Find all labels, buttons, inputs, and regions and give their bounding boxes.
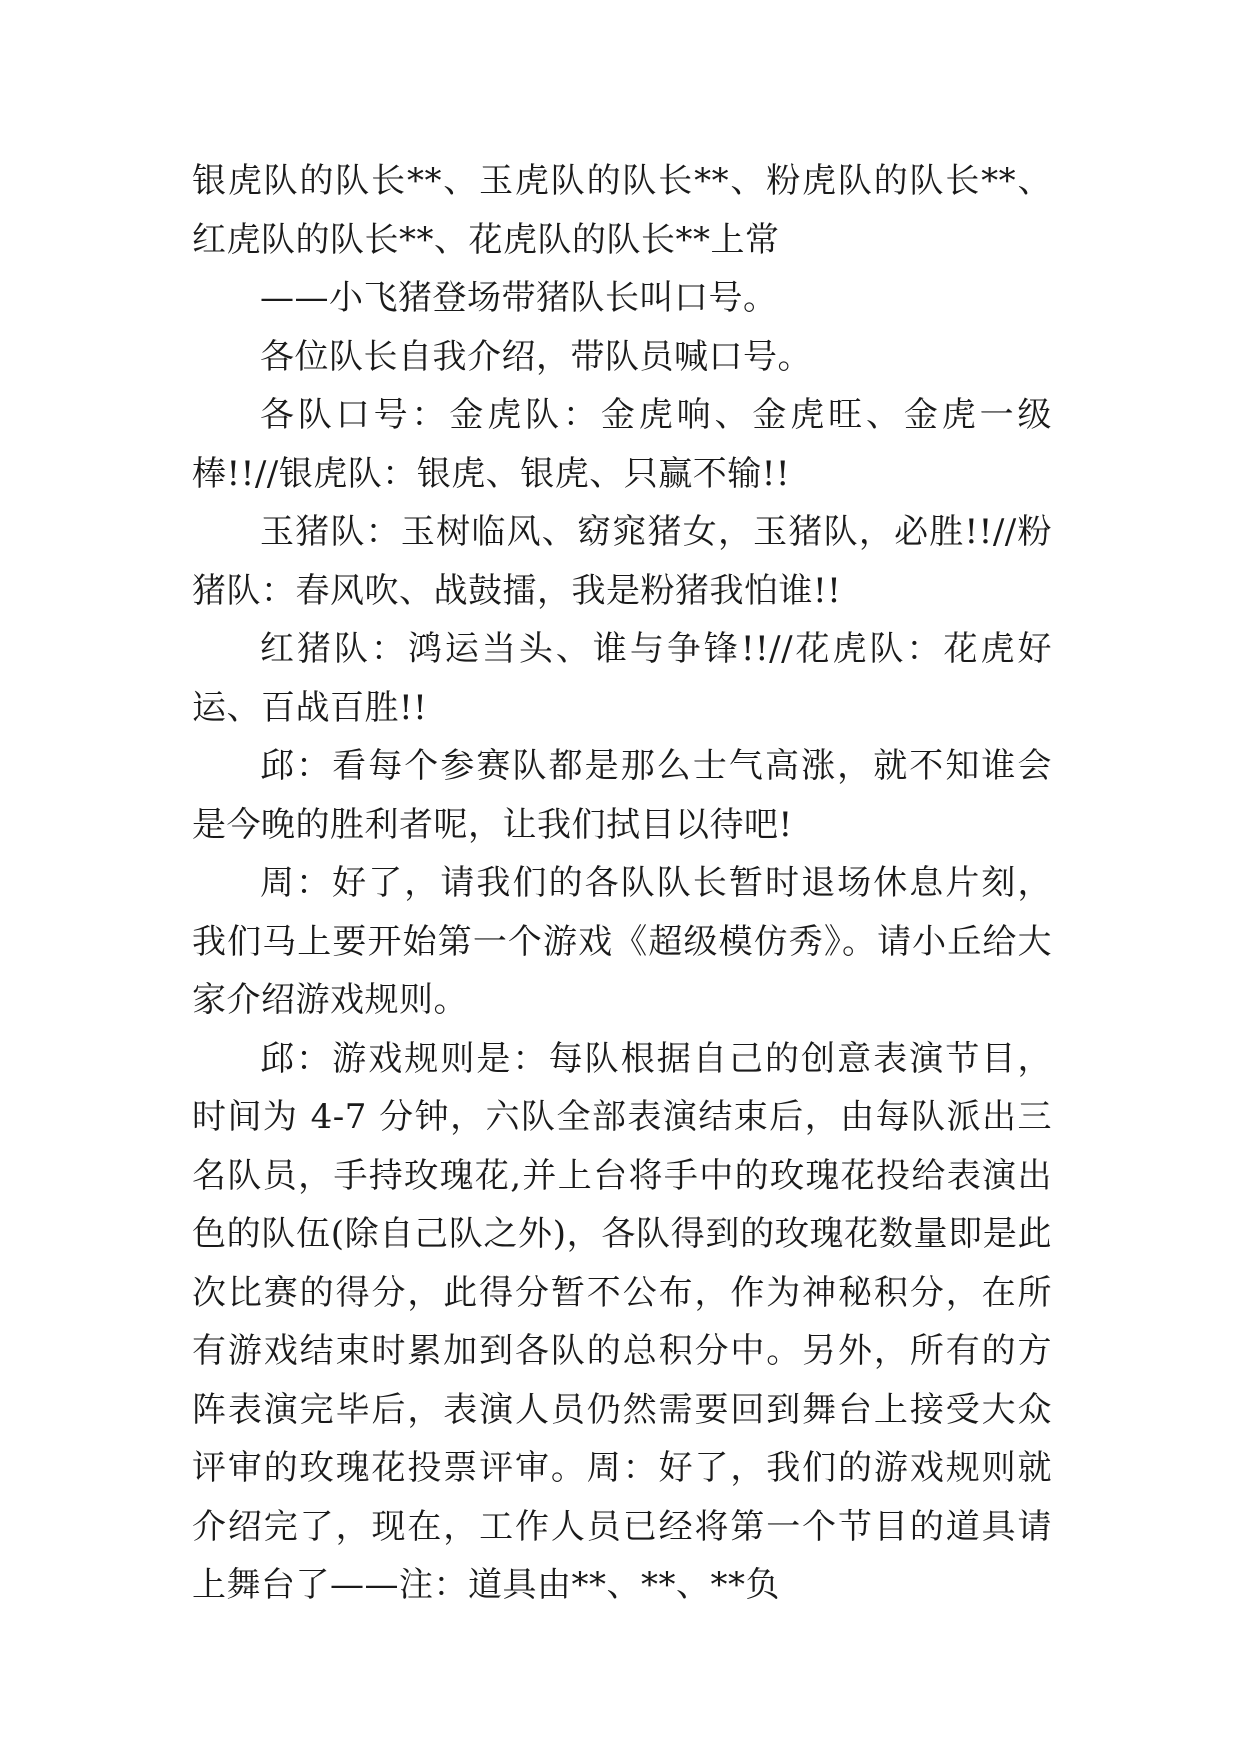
paragraph: 邱：游戏规则是：每队根据自己的创意表演节目，时间为 4-7 分钟，六队全部表演结束后，由每队派出三名队员，手持玫瑰花,并上台将手中的玫瑰花投给表演出色的队伍(除自己队之外)，各队得到的玫瑰花数量即是此次比赛的得分，此得分暂不公布，作为神秘积分，在所有游戏结束时累加到各队的总积分中。另外，所有的方阵表演完毕后，表演人员仍然需要回到舞台上接受大众评审的玫瑰花投票评审。周：好了，我们的游戏规则就介绍完了，现在，工作人员已经将第一个节目的道具请上舞台了——注：道具由**、**、**负 [192, 1038, 1052, 1605]
paragraph: ——小飞猪登场带猪队长叫口号。 [260, 278, 778, 318]
document-body [192, 152, 1052, 1615]
paragraph: 周：好了，请我们的各队队长暂时退场休息片刻，我们马上要开始第一个游戏《超级模仿秀》。请小丘给大家介绍游戏规则。 [192, 863, 1052, 1020]
paragraph: 邱：看每个参赛队都是那么士气高涨，就不知谁会是今晚的胜利者呢，让我们拭目以待吧! [192, 746, 1052, 845]
paragraph: 各队口号：金虎队：金虎响、金虎旺、金虎一级棒!!//银虎队：银虎、银虎、只赢不输!! [192, 395, 1052, 494]
paragraph-continuation: 银虎队的队长**、玉虎队的队长**、粉虎队的队长**、红虎队的队长**、花虎队的队长**上常 [192, 161, 1052, 260]
paragraph: 各位队长自我介绍，带队员喊口号。 [260, 336, 812, 377]
paragraph: 红猪队：鸿运当头、谁与争锋!!//花虎队：花虎好运、百战百胜!! [192, 629, 1052, 728]
paragraph: 玉猪队：玉树临风、窈窕猪女，玉猪队，必胜!!//粉猪队：春风吹、战鼓擂，我是粉猪我怕谁!! [192, 512, 1052, 611]
